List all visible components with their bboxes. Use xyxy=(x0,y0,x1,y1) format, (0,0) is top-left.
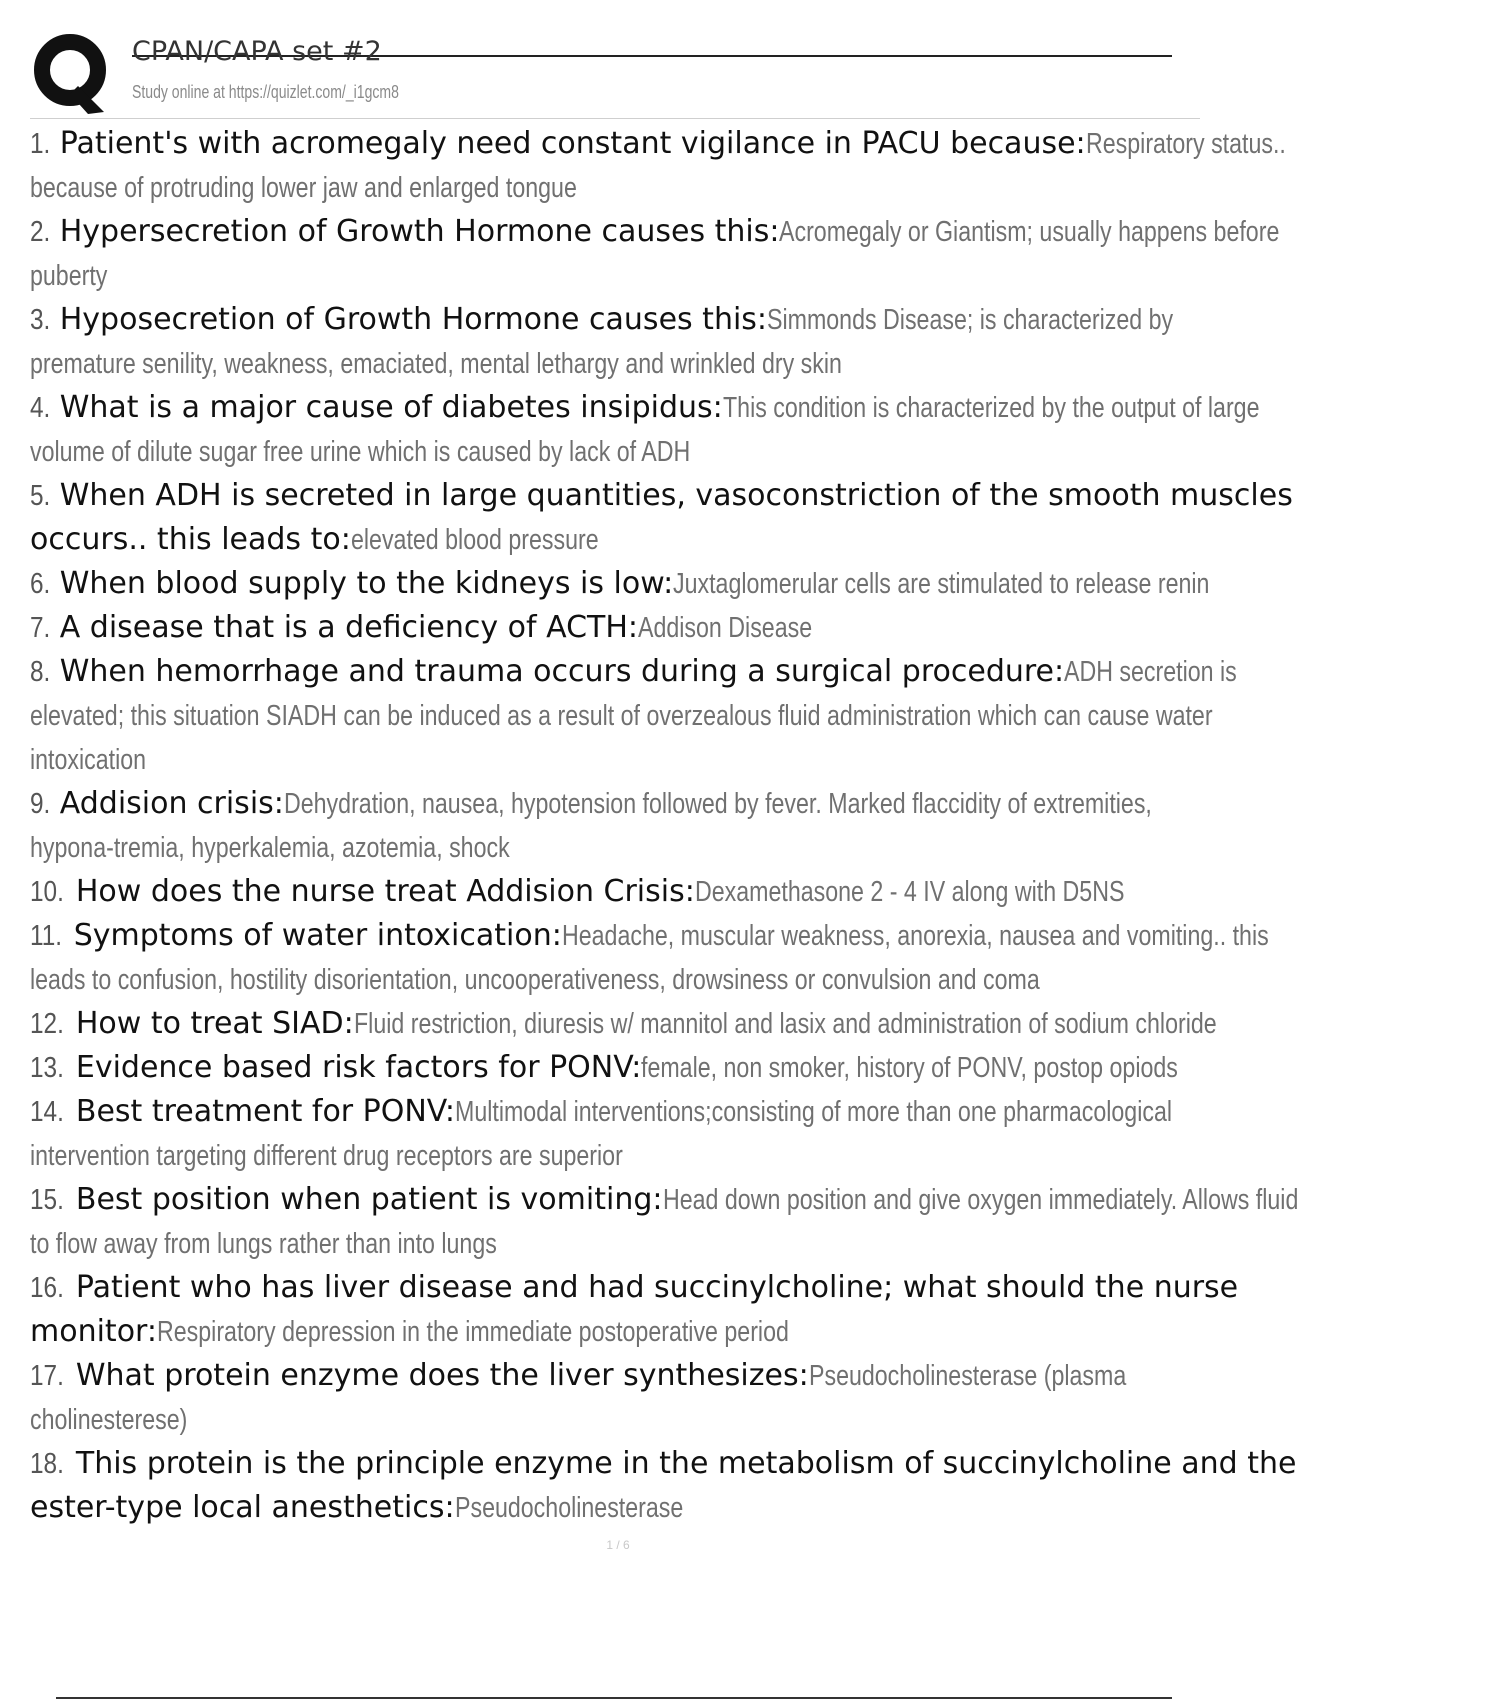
card-definition-text: Acromegaly or Giantism; usually happens before xyxy=(779,216,1280,248)
card-number-text: 9. xyxy=(30,788,51,820)
card-term-text: What is a major cause of diabetes insipidus: xyxy=(59,390,723,425)
card-definition-text: elevated blood pressure xyxy=(350,524,599,556)
set-title: CPAN/CAPA set #2 xyxy=(132,36,382,67)
card-definition-text: elevated; this situation SIADH can be induced as a result of overzealous fluid administration which can cause water xyxy=(30,700,1213,732)
card-number-text: 13. xyxy=(30,1052,64,1084)
card-line xyxy=(30,1134,1200,1178)
card-line xyxy=(30,914,1269,958)
card-line xyxy=(30,1266,1239,1310)
card-term-text: How to treat SIAD: xyxy=(75,1006,354,1041)
card-number-text: 3. xyxy=(30,304,51,336)
card-term-text: occurs.. this leads to: xyxy=(30,522,351,557)
card-definition-text: ADH secretion is xyxy=(1064,656,1237,688)
card-number-text: 16. xyxy=(30,1272,64,1304)
card-definition-text: puberty xyxy=(30,260,108,292)
flashcard-item xyxy=(30,1090,1200,1178)
card-definition-text: because of protruding lower jaw and enlarged tongue xyxy=(30,172,577,204)
flashcard-item xyxy=(30,474,1293,562)
flashcard-item xyxy=(30,1002,1217,1046)
card-definition-text: Dehydration, nausea, hypotension followed by fever. Marked flaccidity of extremities, xyxy=(283,788,1152,820)
card-number-text: 12. xyxy=(30,1008,64,1040)
card-line xyxy=(30,342,1200,386)
card-line xyxy=(30,1354,1200,1398)
card-term-text: What protein enzyme does the liver synthesizes: xyxy=(75,1358,809,1393)
card-line xyxy=(30,1046,1200,1090)
card-line xyxy=(30,650,1237,694)
card-definition-text: intervention targeting different drug receptors are superior xyxy=(30,1140,623,1172)
card-line xyxy=(30,870,1200,914)
card-line xyxy=(30,122,1286,166)
card-line xyxy=(30,1002,1217,1046)
flashcard-item xyxy=(30,122,1286,210)
card-number-text: 5. xyxy=(30,480,51,512)
card-line xyxy=(30,1178,1298,1222)
card-term-text: How does the nurse treat Addision Crisis: xyxy=(75,874,695,909)
card-line xyxy=(30,210,1280,254)
card-line xyxy=(30,430,1200,474)
card-definition-text: Pseudocholinesterase (plasma xyxy=(808,1360,1126,1392)
card-definition-text: Simmonds Disease; is characterized by xyxy=(767,304,1174,336)
card-term-text: Best treatment for PONV: xyxy=(75,1094,455,1129)
card-number-text: 14. xyxy=(30,1096,64,1128)
card-number-text: 4. xyxy=(30,392,51,424)
card-definition-text: leads to confusion, hostility disorientation, uncooperativeness, drowsiness or convulsion and coma xyxy=(30,964,1040,996)
footer-divider xyxy=(56,1697,1172,1699)
card-definition-text: Respiratory status.. xyxy=(1085,128,1286,160)
card-definition-text: Addison Disease xyxy=(638,612,813,644)
card-number-text: 10. xyxy=(30,876,64,908)
card-line xyxy=(30,1222,1200,1266)
card-term-text: When ADH is secreted in large quantities, vasoconstriction of the smooth muscles xyxy=(59,478,1293,513)
card-line xyxy=(30,386,1260,430)
card-line xyxy=(30,738,1200,782)
card-term-text: monitor: xyxy=(30,1314,157,1349)
card-definition-text: hypona-tremia, hyperkalemia, azotemia, shock xyxy=(30,832,510,864)
card-line xyxy=(30,782,1200,826)
card-term-text: When hemorrhage and trauma occurs during a surgical procedure: xyxy=(59,654,1065,689)
card-term-text: Hypersecretion of Growth Hormone causes this: xyxy=(59,214,780,249)
card-line xyxy=(30,958,1200,1002)
flashcard-item xyxy=(30,1442,1297,1530)
card-line xyxy=(30,694,1213,738)
card-definition-text: intoxication xyxy=(30,744,147,776)
card-definition-text: cholinesterese) xyxy=(30,1404,188,1436)
card-term-text: Patient's with acromegaly need constant vigilance in PACU because: xyxy=(59,126,1086,161)
card-number-text: 1. xyxy=(30,128,51,160)
flashcard-item xyxy=(30,1354,1200,1442)
card-definition-text: Pseudocholinesterase xyxy=(454,1492,683,1524)
flashcard-item xyxy=(30,870,1200,914)
card-number-text: 2. xyxy=(30,216,51,248)
card-definition-text: female, non smoker, history of PONV, postop opiods xyxy=(641,1052,1179,1084)
flashcard-list xyxy=(30,122,1298,1530)
card-number-text: 8. xyxy=(30,656,51,688)
card-definition-text: premature senility, weakness, emaciated, mental lethargy and wrinkled dry skin xyxy=(30,348,842,380)
card-definition-text: Respiratory depression in the immediate postoperative period xyxy=(156,1316,789,1348)
card-number-text: 17. xyxy=(30,1360,64,1392)
flashcard-item xyxy=(30,562,1210,606)
card-term-text: When blood supply to the kidneys is low: xyxy=(59,566,674,601)
card-line xyxy=(30,1486,1200,1530)
card-term-text: Hyposecretion of Growth Hormone causes this: xyxy=(59,302,768,337)
card-line xyxy=(30,826,1200,870)
header-divider xyxy=(30,118,1200,119)
card-term-text: Patient who has liver disease and had succinylcholine; what should the nurse xyxy=(75,1270,1239,1305)
flashcard-item xyxy=(30,782,1200,870)
flashcard-item xyxy=(30,1178,1298,1266)
card-term-text: A disease that is a deficiency of ACTH: xyxy=(59,610,639,645)
flashcard-item xyxy=(30,386,1260,474)
card-term-text: Best position when patient is vomiting: xyxy=(75,1182,663,1217)
card-term-text: Addision crisis: xyxy=(59,786,284,821)
flashcard-item xyxy=(30,914,1269,1002)
card-line xyxy=(30,1090,1200,1134)
card-number-text: 6. xyxy=(30,568,51,600)
card-definition-text: Fluid restriction, diuresis w/ mannitol and lasix and administration of sodium chloride xyxy=(353,1008,1217,1040)
card-number-text: 18. xyxy=(30,1448,64,1480)
flashcard-item xyxy=(30,298,1200,386)
card-line xyxy=(30,606,1200,650)
card-definition-text: to flow away from lungs rather than into lungs xyxy=(30,1228,497,1260)
card-definition-text: volume of dilute sugar free urine which is caused by lack of ADH xyxy=(30,436,691,468)
flashcard-item xyxy=(30,606,1200,650)
flashcard-item xyxy=(30,650,1237,782)
card-number-text: 11. xyxy=(30,920,63,952)
card-definition-text: Juxtaglomerular cells are stimulated to release renin xyxy=(673,568,1210,600)
card-line xyxy=(30,518,1200,562)
card-definition-text: This condition is characterized by the output of large xyxy=(722,392,1260,424)
quizlet-q-logo-icon xyxy=(30,32,114,116)
card-term-text: Evidence based risk factors for PONV: xyxy=(75,1050,642,1085)
card-term-text: ester-type local anesthetics: xyxy=(30,1490,455,1525)
card-term-text: This protein is the principle enzyme in the metabolism of succinylcholine and the xyxy=(75,1446,1297,1481)
page-header xyxy=(30,32,1200,116)
card-line xyxy=(30,1310,1200,1354)
card-line xyxy=(30,1398,1200,1442)
flashcard-item xyxy=(30,210,1280,298)
card-definition-text: Multimodal interventions;consisting of more than one pharmacological xyxy=(455,1096,1173,1128)
flashcard-item xyxy=(30,1046,1200,1090)
card-line xyxy=(30,254,1200,298)
card-term-text: Symptoms of water intoxication: xyxy=(73,918,562,953)
flashcard-item xyxy=(30,1266,1239,1354)
study-online-link[interactable]: Study online at https://quizlet.com/_i1gcm8 xyxy=(132,82,399,102)
card-line xyxy=(30,474,1293,518)
card-definition-text: Head down position and give oxygen immediately. Allows fluid xyxy=(662,1184,1298,1216)
card-line xyxy=(30,166,1200,210)
card-line xyxy=(30,562,1210,606)
card-line xyxy=(30,1442,1297,1486)
page-number: 1 / 6 xyxy=(606,1538,630,1552)
card-definition-text: Dexamethasone 2 - 4 IV along with D5NS xyxy=(694,876,1125,908)
card-line xyxy=(30,298,1200,342)
card-definition-text: Headache, muscular weakness, anorexia, nausea and vomiting.. this xyxy=(561,920,1269,952)
card-number-text: 7. xyxy=(30,612,51,644)
card-number-text: 15. xyxy=(30,1184,64,1216)
